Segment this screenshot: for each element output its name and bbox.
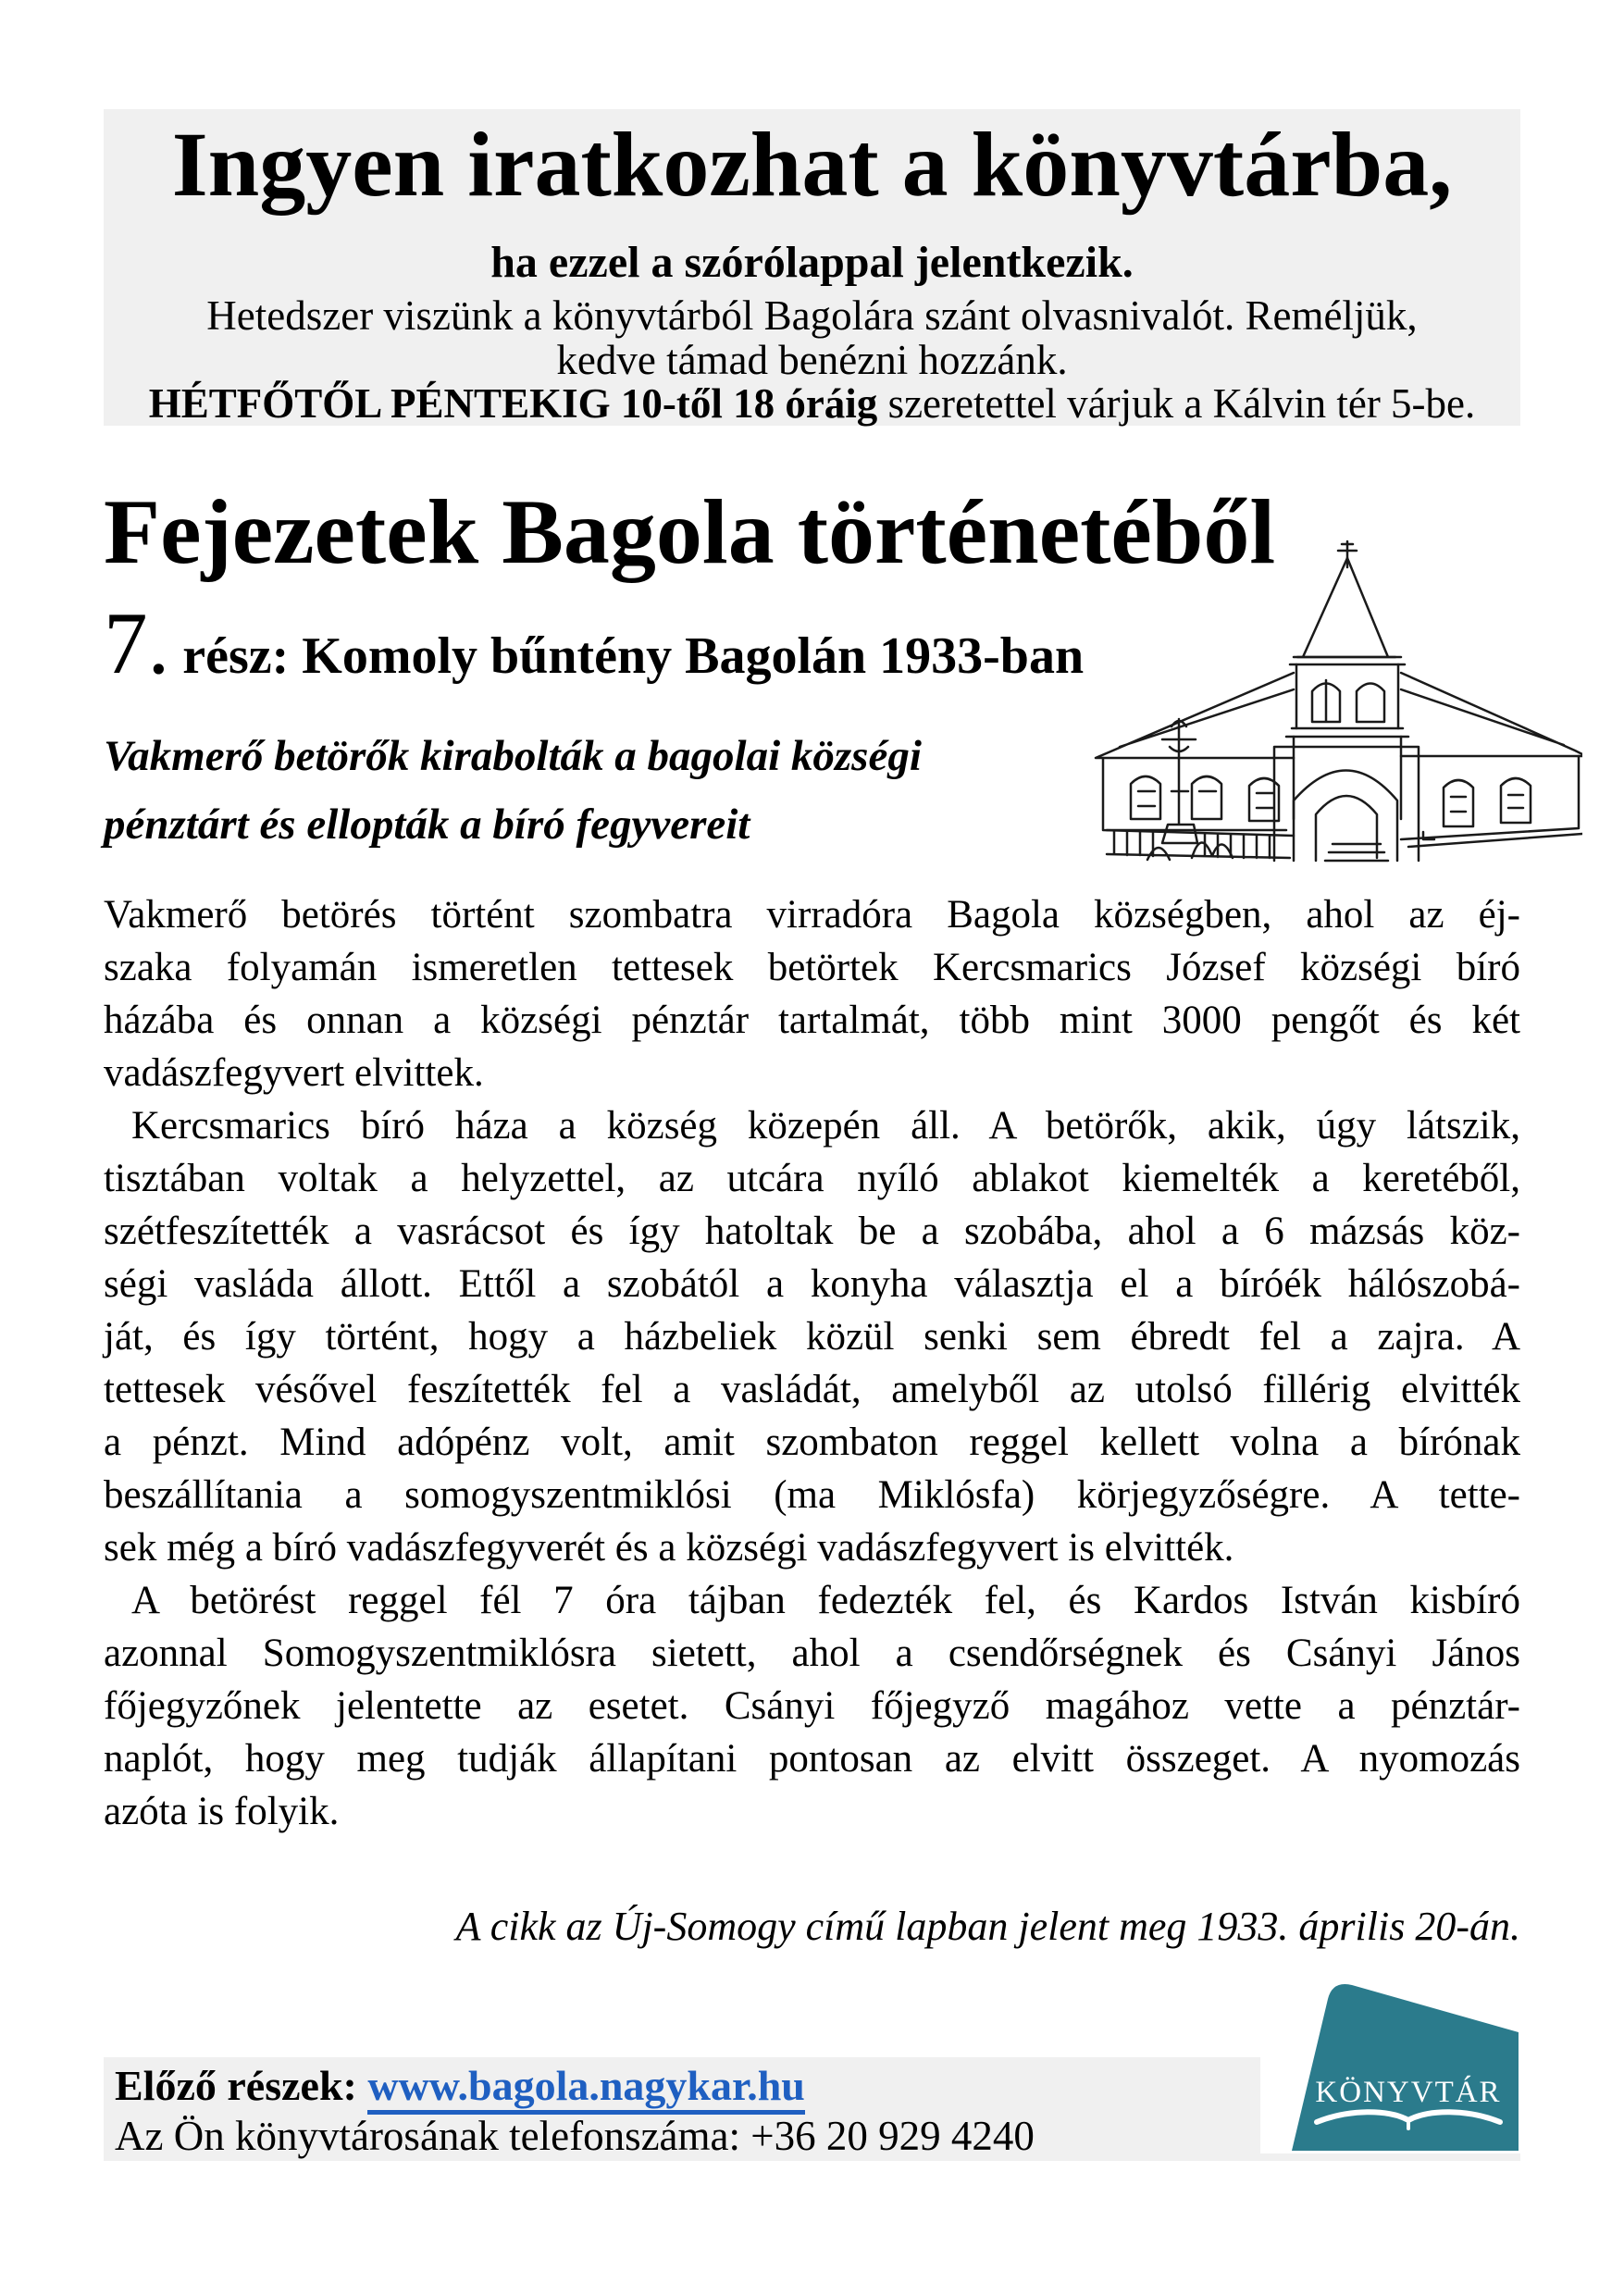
body-line: naplót, hogy meg tudják állapítani pontosan az elvitt összeget. A nyomozás (104, 1737, 1520, 1781)
library-logo (1284, 1979, 1525, 2154)
citation-line: A cikk az Új-Somogy című lapban jelent meg 1933. április 20-án. (455, 1904, 1520, 1949)
body-line: ját, és így történt, hogy a házbeliek közül senki sem ébredt fel a zajra. A (104, 1315, 1520, 1359)
paragraph (104, 1099, 1520, 1574)
body-line: tisztában voltak a helyzettel, az utcára nyíló ablakot kiemelték a keretéből, (104, 1157, 1520, 1200)
body-line: Vakmerő betörés történt szombatra virradóra Bagola községben, ahol az éj- (104, 893, 1520, 937)
lead-line-2: pénztárt és ellopták a bíró fegyvereit (104, 800, 750, 849)
promo-subtitle: ha ezzel a szórólappal jelentkezik. (490, 238, 1134, 287)
part-number: 7. (104, 594, 170, 692)
promo-line-3: Hetedszer viszünk a könyvtárból Bagolára szánt olvasnivalót. Reméljük, (206, 292, 1418, 339)
body-line: Kercsmarics bíró háza a község közepén áll. A betörők, akik, úgy látszik, (131, 1104, 1520, 1148)
article-lead (104, 722, 922, 859)
part-title: rész: Komoly bűntény Bagolán 1933-ban (182, 627, 1085, 685)
body-line: szaka folyamán ismeretlen tettesek betörtek Kercsmarics József községi bíró (104, 946, 1520, 989)
paragraph (104, 888, 1520, 1099)
previous-parts-line (115, 2063, 805, 2109)
logo-wordmark: KÖNYVTÁR (1315, 2076, 1502, 2109)
body-line: a pénzt. Mind adópénz volt, amit szombaton reggel kellett volna a bírónak (104, 1421, 1520, 1464)
body-line: főjegyzőnek jelentette az esetet. Csányi főjegyző magához vette a pénztár- (104, 1684, 1520, 1728)
previous-parts-link[interactable]: www.bagola.nagykar.hu (367, 2062, 805, 2115)
body-line: beszállítania a somogyszentmiklósi (ma Miklósfa) körjegyzőségre. A tette- (104, 1473, 1520, 1517)
promo-line-5 (104, 380, 1520, 427)
body-line: házába és onnan a községi pénztár tartalmát, több mint 3000 pengőt és két (104, 999, 1520, 1042)
body-line: tettesek vésővel feszítették fel a vasládát, amelyből az utolsó fillérig elvitték (104, 1368, 1520, 1411)
church-illustration (1083, 514, 1582, 875)
promo-hours-bold: HÉTFŐTŐL PÉNTEKIG 10-től 18 óráig (148, 380, 878, 427)
promo-headline: Ingyen iratkozhat a könyvtárba, (171, 113, 1453, 216)
library-logo-backing (1260, 1964, 1624, 2153)
body-line: A betörést reggel fél 7 óra tájban fedezték fel, és Kardos István kisbíró (131, 1579, 1520, 1622)
body-line: szétfeszítették a vasrácsot és így hatoltak be a szobába, ahol a 6 mázsás köz- (104, 1210, 1520, 1253)
article-part-line (104, 594, 1085, 692)
body-line: azonnal Somogyszentmiklósra sietett, ahol a csendőrségnek és Csányi János (104, 1632, 1520, 1675)
promo-hours-rest: szeretettel várjuk a Kálvin tér 5-be. (877, 380, 1476, 427)
previous-parts-label: Előző részek: (115, 2062, 368, 2109)
body-line: azóta is folyik. (104, 1790, 340, 1833)
body-text (104, 888, 1520, 1838)
body-line: sek még a bíró vadászfegyverét és a községi vadászfegyvert is elvitték. (104, 1526, 1234, 1570)
logo-card-shape (1292, 1984, 1519, 2151)
body-line: ségi vasláda állott. Ettől a szobától a konyha választja el a bíróék hálószobá- (104, 1262, 1520, 1306)
librarian-phone-line: Az Ön könyvtárosának telefonszáma: +36 20 929 4240 (115, 2113, 1035, 2159)
body-line: vadászfegyvert elvittek. (104, 1051, 484, 1095)
header-promo-box (104, 109, 1520, 426)
lead-line-1: Vakmerő betörők kirabolták a bagolai községi (104, 732, 922, 780)
article-title: Fejezetek Bagola történetéből (104, 480, 1276, 583)
paragraph (104, 1574, 1520, 1838)
promo-line-4: kedve támad benézni hozzánk. (556, 337, 1068, 383)
